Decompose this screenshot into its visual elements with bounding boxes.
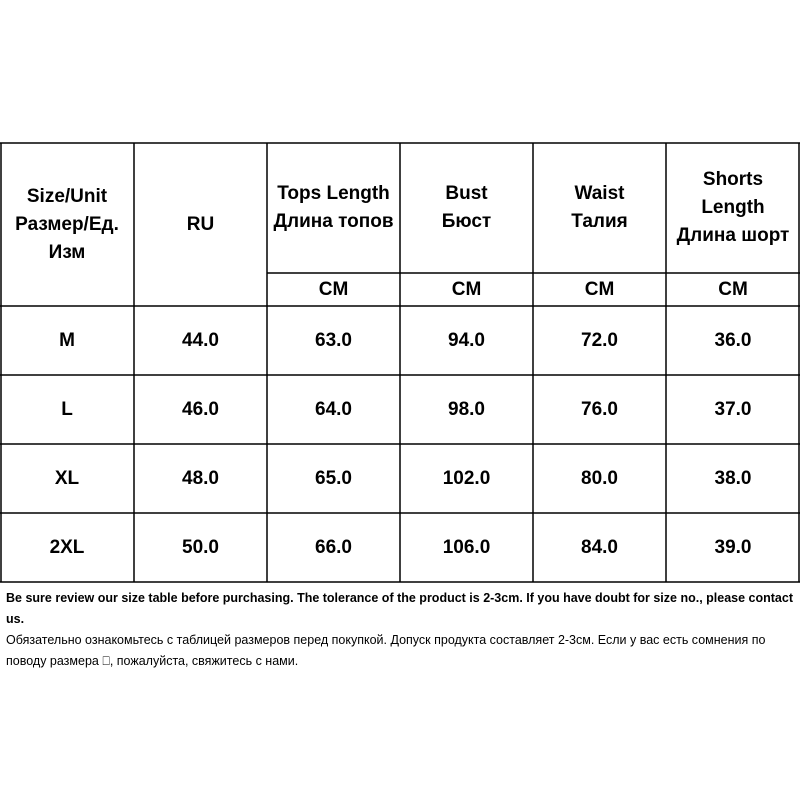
table-cell: 84.0: [581, 536, 618, 558]
header-line: Tops Length: [277, 183, 390, 204]
unit-cell: CM: [318, 278, 349, 300]
header-line: Талия: [571, 211, 628, 232]
header-tops-length: [267, 143, 400, 273]
unit-cell: CM: [718, 278, 748, 300]
table-cell: 2XL: [49, 536, 85, 558]
table-cell: L: [61, 398, 73, 420]
table-cell: 102.0: [442, 467, 491, 489]
header-line: Shorts: [702, 169, 764, 190]
header-size-unit: [0, 143, 134, 306]
unit-cell: CM: [451, 278, 482, 300]
size-notes: [6, 588, 798, 672]
header-bust: [400, 143, 533, 273]
header-line: Изм: [48, 241, 86, 263]
table-cell: 48.0: [182, 467, 219, 489]
table-cell: 64.0: [315, 398, 352, 420]
table-cell: 65.0: [315, 467, 352, 489]
header-line: Length: [701, 197, 765, 218]
unit-cell: CM: [584, 278, 615, 300]
table-cell: XL: [54, 467, 80, 489]
table-cell: 80.0: [581, 467, 618, 489]
header-waist: [533, 143, 666, 273]
header-line: Длина топов: [273, 211, 394, 232]
table-cell: 63.0: [315, 329, 352, 351]
note-russian: Обязательно ознакомьтесь с таблицей размеров перед покупкой. Допуск продукта составляет 2-3см. Если у вас есть сомнения по поводу размера ⎕, пожалуйста, свяжитесь с нами.: [6, 633, 766, 668]
table-cell: 37.0: [714, 398, 752, 420]
table-cell: 98.0: [448, 398, 485, 420]
header-ru: [134, 143, 267, 306]
table-cell: 50.0: [182, 536, 219, 558]
header-line: Waist: [574, 183, 625, 204]
header-shorts-length: [666, 143, 800, 273]
table-cell: 46.0: [182, 398, 219, 420]
table-cell: 72.0: [581, 329, 618, 351]
header-line: Длина шорт: [676, 225, 790, 246]
table-cell: 44.0: [182, 329, 219, 351]
note-english: Be sure review our size table before purchasing. The tolerance of the product is 2-3cm. If you have doubt for size no., please contact us.: [6, 591, 793, 626]
table-cell: 94.0: [448, 329, 485, 351]
header-line: Bust: [445, 183, 488, 204]
table-cell: 106.0: [442, 536, 491, 558]
table-cell: 76.0: [581, 398, 618, 420]
header-line: Размер/Ед.: [15, 213, 119, 235]
table-cell: M: [59, 329, 75, 351]
table-cell: 66.0: [315, 536, 352, 558]
header-line: Size/Unit: [26, 185, 108, 207]
table-cell: 36.0: [714, 329, 752, 351]
header-line: RU: [186, 213, 215, 235]
header-line: Бюст: [441, 211, 492, 232]
table-cell: 38.0: [714, 467, 752, 489]
table-cell: 39.0: [714, 536, 752, 558]
